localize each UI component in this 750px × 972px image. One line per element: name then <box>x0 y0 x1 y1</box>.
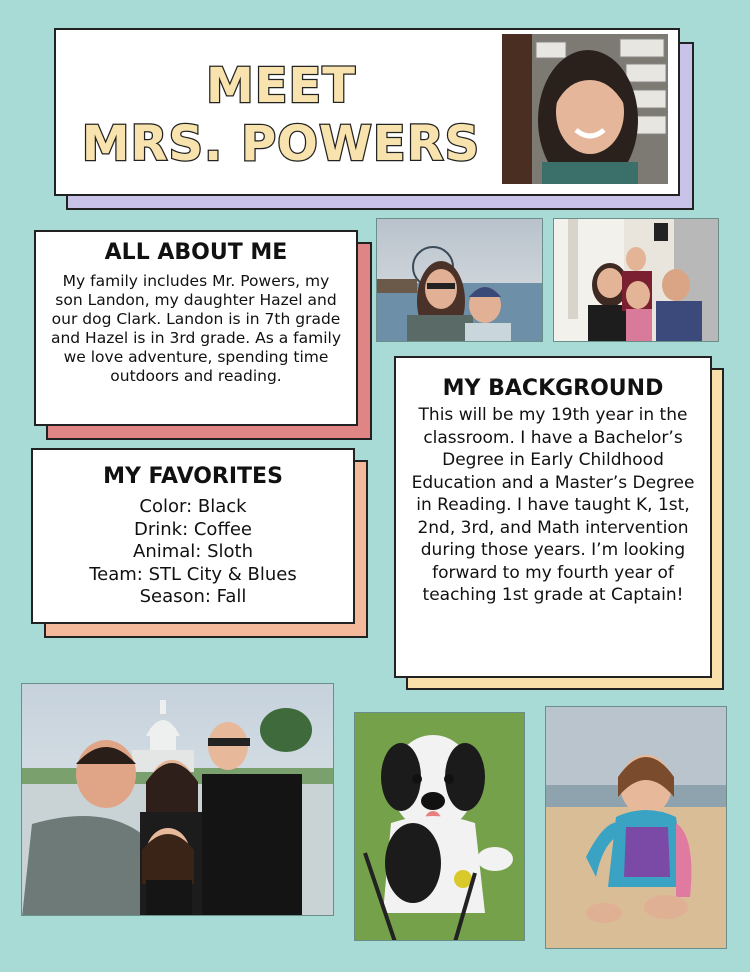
favorites-card <box>31 448 355 624</box>
page-title-line2: MRS. POWERS <box>81 116 481 172</box>
beach-photo <box>545 706 727 949</box>
favorite-animal: Animal: Sloth <box>133 541 253 562</box>
page-title-line1: MEET <box>205 58 357 114</box>
about-text: My family includes Mr. Powers, my son Landon, my daughter Hazel and our dog Clark. Landon is in 7th grade and Hazel is in 3rd grade. As a family we love adventure, spending time outdoors and reading. <box>50 272 342 385</box>
family-white-house-photo <box>553 218 719 342</box>
about-card <box>34 230 358 426</box>
ferris-wheel-photo <box>376 218 543 342</box>
favorites-heading: MY FAVORITES <box>103 464 283 489</box>
favorite-team: Team: STL City & Blues <box>89 563 297 585</box>
favorite-color: Color: Black <box>139 496 247 517</box>
portrait-photo <box>502 34 668 184</box>
background-text: This will be my 19th year in the classroom. I have a Bachelor’s Degree in Early Childhood Education and a Master’s Degree in Reading. I have taught K, 1st, 2nd, 3rd, and Math intervention during those years. I’m looking forward to my fourth year of teaching 1st grade at Captain! <box>411 405 695 605</box>
capitol-family-photo <box>21 683 334 916</box>
favorites-list <box>41 496 345 609</box>
dog-photo <box>354 712 525 941</box>
background-heading: MY BACKGROUND <box>442 376 664 401</box>
header-card <box>54 28 680 196</box>
favorite-season: Season: Fall <box>139 586 247 607</box>
favorite-drink: Drink: Coffee <box>133 518 252 540</box>
about-heading: ALL ABOUT ME <box>104 240 288 265</box>
background-card <box>394 356 712 678</box>
